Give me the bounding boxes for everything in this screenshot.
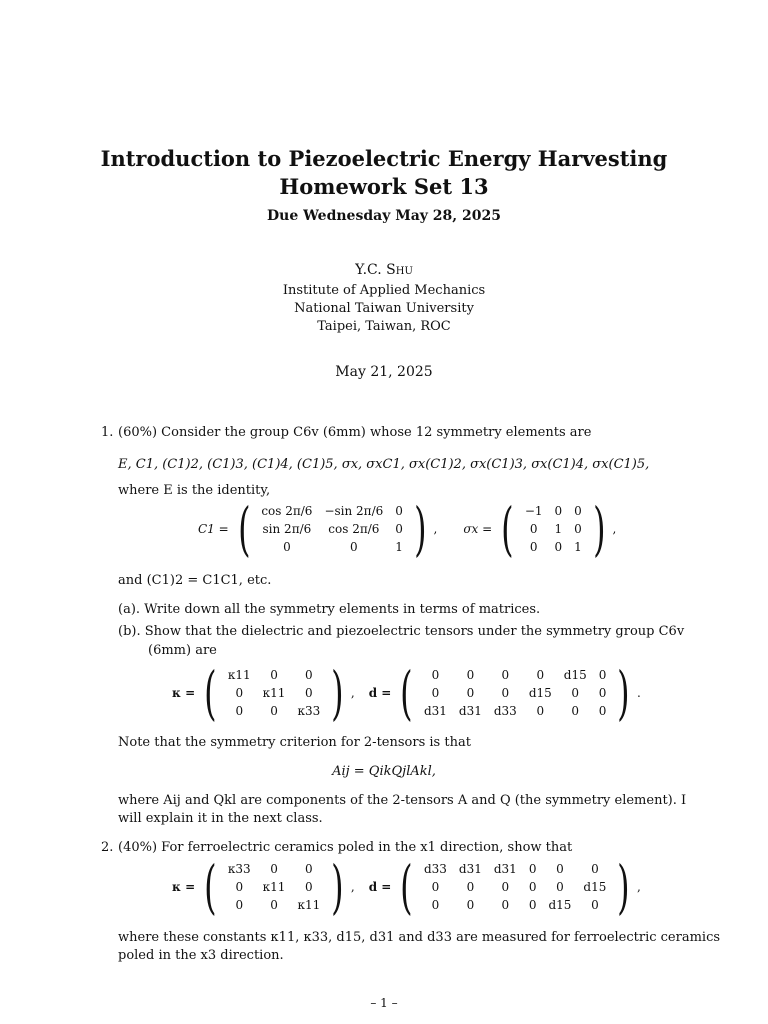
matrix-cell: 0 bbox=[466, 686, 475, 700]
problem-number: 1. bbox=[101, 425, 114, 440]
matrix-cell: 0 bbox=[305, 686, 313, 700]
part-b-continued: (6mm) are bbox=[148, 643, 217, 658]
matrix-cell: 0 bbox=[574, 522, 582, 536]
matrix-cell: 0 bbox=[598, 704, 607, 718]
affiliation-line: Taipei, Taiwan, ROC bbox=[317, 319, 451, 334]
affiliation-line: National Taiwan University bbox=[294, 301, 474, 316]
matrix-cell: 0 bbox=[501, 880, 510, 894]
matrix-cell: 0 bbox=[528, 898, 537, 912]
problem-intro: (40%) For ferroelectric ceramics poled in the x1 direction, show that bbox=[118, 840, 573, 855]
matrix-cell: 0 bbox=[270, 862, 278, 876]
part-b: (b). Show that the dielectric and piezoelectric tensors under the symmetry group C6v bbox=[118, 624, 685, 639]
matrix-cell: 0 bbox=[536, 704, 545, 718]
left-paren: ( bbox=[204, 659, 217, 727]
matrix-cell: 0 bbox=[598, 668, 607, 682]
matrix-cell: 0 bbox=[554, 504, 563, 518]
symmetry-note: Note that the symmetry criterion for 2-tensors is that bbox=[118, 735, 471, 750]
matrix-cell: sin 2π/6 bbox=[262, 522, 312, 536]
matrix-cell: 0 bbox=[466, 898, 475, 912]
left-paren: ( bbox=[400, 853, 413, 921]
matrix-cell: 0 bbox=[283, 540, 291, 554]
problem-number: 2. bbox=[101, 840, 114, 855]
matrix-cell: κ11 bbox=[262, 686, 286, 700]
d-label: d = bbox=[368, 880, 392, 894]
left-paren: ( bbox=[400, 659, 413, 727]
matrix-cell: 0 bbox=[574, 504, 582, 518]
matrix-cell: 0 bbox=[235, 898, 244, 912]
matrix-cell: 0 bbox=[235, 704, 244, 718]
page-number: – 1 – bbox=[370, 996, 398, 1010]
part-a: (a). Write down all the symmetry elements in terms of matrices. bbox=[118, 602, 541, 617]
matrix-cell: 0 bbox=[501, 668, 510, 682]
explanation: where Aij and Qkl are components of the 2-tensors A and Q (the symmetry element). I bbox=[118, 793, 687, 808]
matrix-cell: d15 bbox=[583, 880, 607, 894]
right-paren: ) bbox=[617, 659, 630, 727]
matrix-cell: 0 bbox=[529, 522, 538, 536]
matrix-cell: 0 bbox=[529, 540, 538, 554]
affiliation-line: Institute of Applied Mechanics bbox=[282, 283, 486, 298]
author-name: Y.C. Shu bbox=[355, 262, 413, 278]
right-paren: ) bbox=[331, 659, 344, 727]
left-paren: ( bbox=[237, 495, 251, 563]
identity-note: where E is the identity, bbox=[118, 483, 271, 498]
matrix-cell: −sin 2π/6 bbox=[324, 504, 384, 518]
sigma-x-label: σx = bbox=[463, 522, 493, 536]
matrix-cell: 0 bbox=[431, 898, 440, 912]
matrix-cell: 0 bbox=[270, 704, 278, 718]
problem-intro: (60%) Consider the group C6v (6mm) whose 12 symmetry elements are bbox=[118, 425, 592, 440]
matrix-table bbox=[222, 666, 326, 720]
matrix-cell: 0 bbox=[598, 686, 607, 700]
matrix-cell: d33 bbox=[493, 704, 517, 718]
kappa-label: κ = bbox=[172, 880, 196, 894]
matrix-table bbox=[418, 666, 612, 720]
matrix-cell: 0 bbox=[235, 686, 244, 700]
matrix-table bbox=[222, 860, 326, 914]
matrix-cell: κ11 bbox=[262, 880, 286, 894]
matrix-cell: 0 bbox=[556, 862, 564, 876]
matrix-cell: 0 bbox=[528, 880, 537, 894]
kappa-d-matrices-6mm: κ = ( κ11 0 0 0 κ11 0 0 0 κ33 ) , d = ( 0 0 0 0 d15 0 0 0 0 d15 0 0 d31 d31 d33 0 0 0 ) . bbox=[172, 659, 641, 727]
matrix-cell: 1 bbox=[554, 522, 563, 536]
right-paren: ) bbox=[331, 853, 344, 921]
d-label: d = bbox=[368, 686, 392, 700]
matrix-cell: 0 bbox=[305, 862, 313, 876]
document-title: Introduction to Piezoelectric Energy Harvesting bbox=[100, 146, 668, 171]
matrix-cell: 0 bbox=[431, 880, 440, 894]
right-paren: ) bbox=[592, 495, 606, 563]
kappa-d-matrices-x1: κ = ( κ33 0 0 0 κ11 0 0 0 κ11 ) , d = ( d33 d31 d31 0 0 0 0 0 0 0 0 d15 0 0 0 0 d15 0 ) , bbox=[172, 853, 641, 921]
matrix-table bbox=[418, 860, 612, 914]
matrix-cell: d31 bbox=[458, 862, 482, 876]
matrix-cell: 1 bbox=[574, 540, 582, 554]
left-paren: ( bbox=[204, 853, 217, 921]
constants-note-continued: poled in the x3 direction. bbox=[118, 948, 284, 963]
matrix-cell: κ33 bbox=[297, 704, 321, 718]
matrix-cell: d15 bbox=[563, 668, 587, 682]
matrix-cell: 0 bbox=[466, 880, 475, 894]
matrix-cell: 1 bbox=[395, 540, 403, 554]
matrix-cell: 0 bbox=[554, 540, 563, 554]
matrix-cell: 0 bbox=[501, 686, 510, 700]
matrix-cell: −1 bbox=[524, 504, 543, 518]
explanation-continued: will explain it in the next class. bbox=[118, 811, 323, 826]
matrix-cell: 0 bbox=[466, 668, 475, 682]
matrix-cell: κ11 bbox=[227, 668, 251, 682]
document-date: May 21, 2025 bbox=[335, 364, 433, 380]
matrix-cell: cos 2π/6 bbox=[328, 522, 380, 536]
matrix-cell: 0 bbox=[501, 898, 510, 912]
matrix-cell: 0 bbox=[350, 540, 358, 554]
matrix-cell: 0 bbox=[270, 668, 278, 682]
symmetry-elements: E, C1, (C1)2, (C1)3, (C1)4, (C1)5, σx, σxC1, σx(C1)2, σx(C1)3, σx(C1)4, σx(C1)5, bbox=[118, 457, 650, 472]
matrix-cell: 0 bbox=[395, 522, 403, 536]
matrix-cell: 0 bbox=[431, 668, 440, 682]
matrix-cell: 0 bbox=[431, 686, 440, 700]
matrix-cell: 0 bbox=[556, 880, 564, 894]
matrix-cell: d33 bbox=[423, 862, 447, 876]
matrix-cell: 0 bbox=[536, 668, 545, 682]
document-subtitle: Homework Set 13 bbox=[279, 174, 489, 199]
matrix-cell: 0 bbox=[395, 504, 403, 518]
matrix-cell: 0 bbox=[528, 862, 537, 876]
matrix-table bbox=[255, 502, 409, 556]
and-note: and (C1)2 = C1C1, etc. bbox=[118, 573, 272, 588]
matrix-cell: 0 bbox=[571, 704, 580, 718]
matrix-cell: 0 bbox=[591, 862, 599, 876]
right-paren: ) bbox=[617, 853, 630, 921]
matrix-cell: κ33 bbox=[227, 862, 251, 876]
right-paren: ) bbox=[413, 495, 427, 563]
matrix-cell: 0 bbox=[305, 668, 313, 682]
matrix-cell: 0 bbox=[305, 880, 313, 894]
matrix-cell: d31 bbox=[423, 704, 447, 718]
kappa-label: κ = bbox=[172, 686, 196, 700]
matrix-cell: 0 bbox=[571, 686, 580, 700]
c1-label: C1 = bbox=[198, 522, 229, 536]
due-date: Due Wednesday May 28, 2025 bbox=[267, 208, 501, 224]
matrix-cell: cos 2π/6 bbox=[261, 504, 313, 518]
matrix-cell: 0 bbox=[270, 898, 278, 912]
matrix-table bbox=[519, 502, 588, 556]
constants-note: where these constants κ11, κ33, d15, d31 and d33 are measured for ferroelectric ceramics bbox=[118, 930, 721, 945]
matrix-cell: 0 bbox=[235, 880, 244, 894]
matrix-cell: d31 bbox=[458, 704, 482, 718]
left-paren: ( bbox=[501, 495, 514, 563]
c1-matrix: C1 = ( cos 2π/6 −sin 2π/6 0 sin 2π/6 cos 2π/6 0 0 0 1 ) , σx = ( −1 0 0 0 1 0 0 0 1 ) , bbox=[198, 495, 617, 563]
matrix-cell: d31 bbox=[493, 862, 517, 876]
matrix-cell: d15 bbox=[548, 898, 572, 912]
symmetry-criterion: Aij = QikQjlAkl, bbox=[332, 764, 436, 779]
matrix-cell: 0 bbox=[591, 898, 599, 912]
matrix-cell: d15 bbox=[528, 686, 552, 700]
matrix-cell: κ11 bbox=[297, 898, 321, 912]
